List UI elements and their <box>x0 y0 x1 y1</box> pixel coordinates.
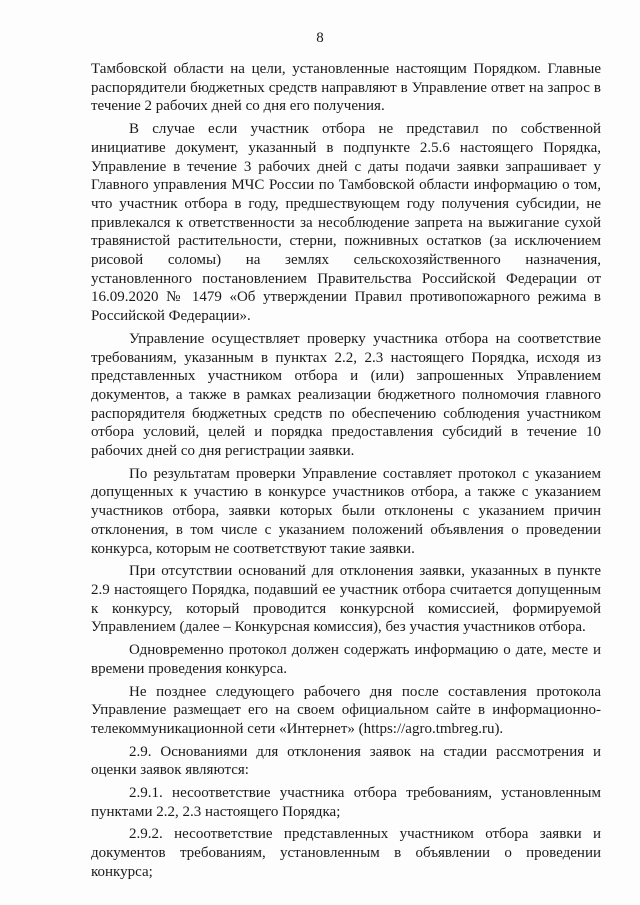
paragraph-continuation: Тамбовской области на цели, установленные настоящим Порядком. Главные распорядители бюджетных средств направляют в Управление ответ на запрос в течение 2 рабочих дней со дня его получения. <box>91 61 601 115</box>
paragraph-verification: Управление осуществляет проверку участника отбора на соответствие требованиям, указанным в пунктах 2.2, 2.3 настоящего Порядка, исходя из представленных участником отбора и (или) запрошенных Управлением документов, а также в рамках реализации бюджетного полномочия главного распорядителя бюджетных средств по обеспечению соблюдения участником отбора условий, целей и порядка предоставления субсидий в течение 10 рабочих дней со дня регистрации заявки. <box>91 330 601 460</box>
document-body <box>91 60 601 886</box>
paragraph-protocol-info: Одновременно протокол должен содержать информацию о дате, месте и времени проведения конкурса. <box>91 642 601 677</box>
paragraph-mchs-request: В случае если участник отбора не представил по собственной инициативе документ, указанный в подпункте 2.5.6 настоящего Порядка, Управление в течение 3 рабочих дней с даты подачи заявки запрашивает у Главного управления МЧС России по Тамбовской области информацию о том, что участник отбора в году, предшествующем году получения субсидии, не привлекался к ответственности за несоблюдение запрета на выжигание сухой травянистой растительности, стерни, пожнивных остатков (за исключением рисовой соломы) на землях сельскохозяйственного назначения, установленного постановлением Правительства Российской Федерации от 16.09.2020 № 1479 «Об утверждении Правил противопожарного режима в Российской Федерации». <box>91 121 601 325</box>
paragraph-admission: При отсутствии оснований для отклонения заявки, указанных в пункте 2.9 настоящего Порядка, подавший ее участник отбора считается допущенным к конкурсу, который проводится конкурсной комиссией, формируемой Управлением (далее – Конкурсная комиссия), без участия участников отбора. <box>91 563 601 636</box>
paragraph-item-2-9-1: 2.9.1. несоответствие участника отбора требованиям, установленным пунктами 2.2, 2.3 настоящего Порядка; <box>91 785 601 820</box>
page-number: 8 <box>316 30 324 46</box>
paragraph-item-2-9-2: 2.9.2. несоответствие представленных участником отбора заявки и документов требованиям, установленным в объявлении о проведении конкурса; <box>91 826 601 880</box>
paragraph-protocol: По результатам проверки Управление составляет протокол с указанием допущенных к участию в конкурсе участников отбора, а также с указанием участников отбора, заявки которых были отклонены с указанием причин отклонения, в том числе с указанием положений объявления о проведении конкурса, которым не соответствуют такие заявки. <box>91 465 601 557</box>
paragraph-publication: Не позднее следующего рабочего дня после составления протокола Управление размещает его на своем официальном сайте в информационно-телекоммуникационной сети «Интернет» (https://agro.tmbreg.ru). <box>91 683 601 737</box>
paragraph-section-2-9: 2.9. Основаниями для отклонения заявок на стадии рассмотрения и оценки заявок являются: <box>91 743 601 779</box>
